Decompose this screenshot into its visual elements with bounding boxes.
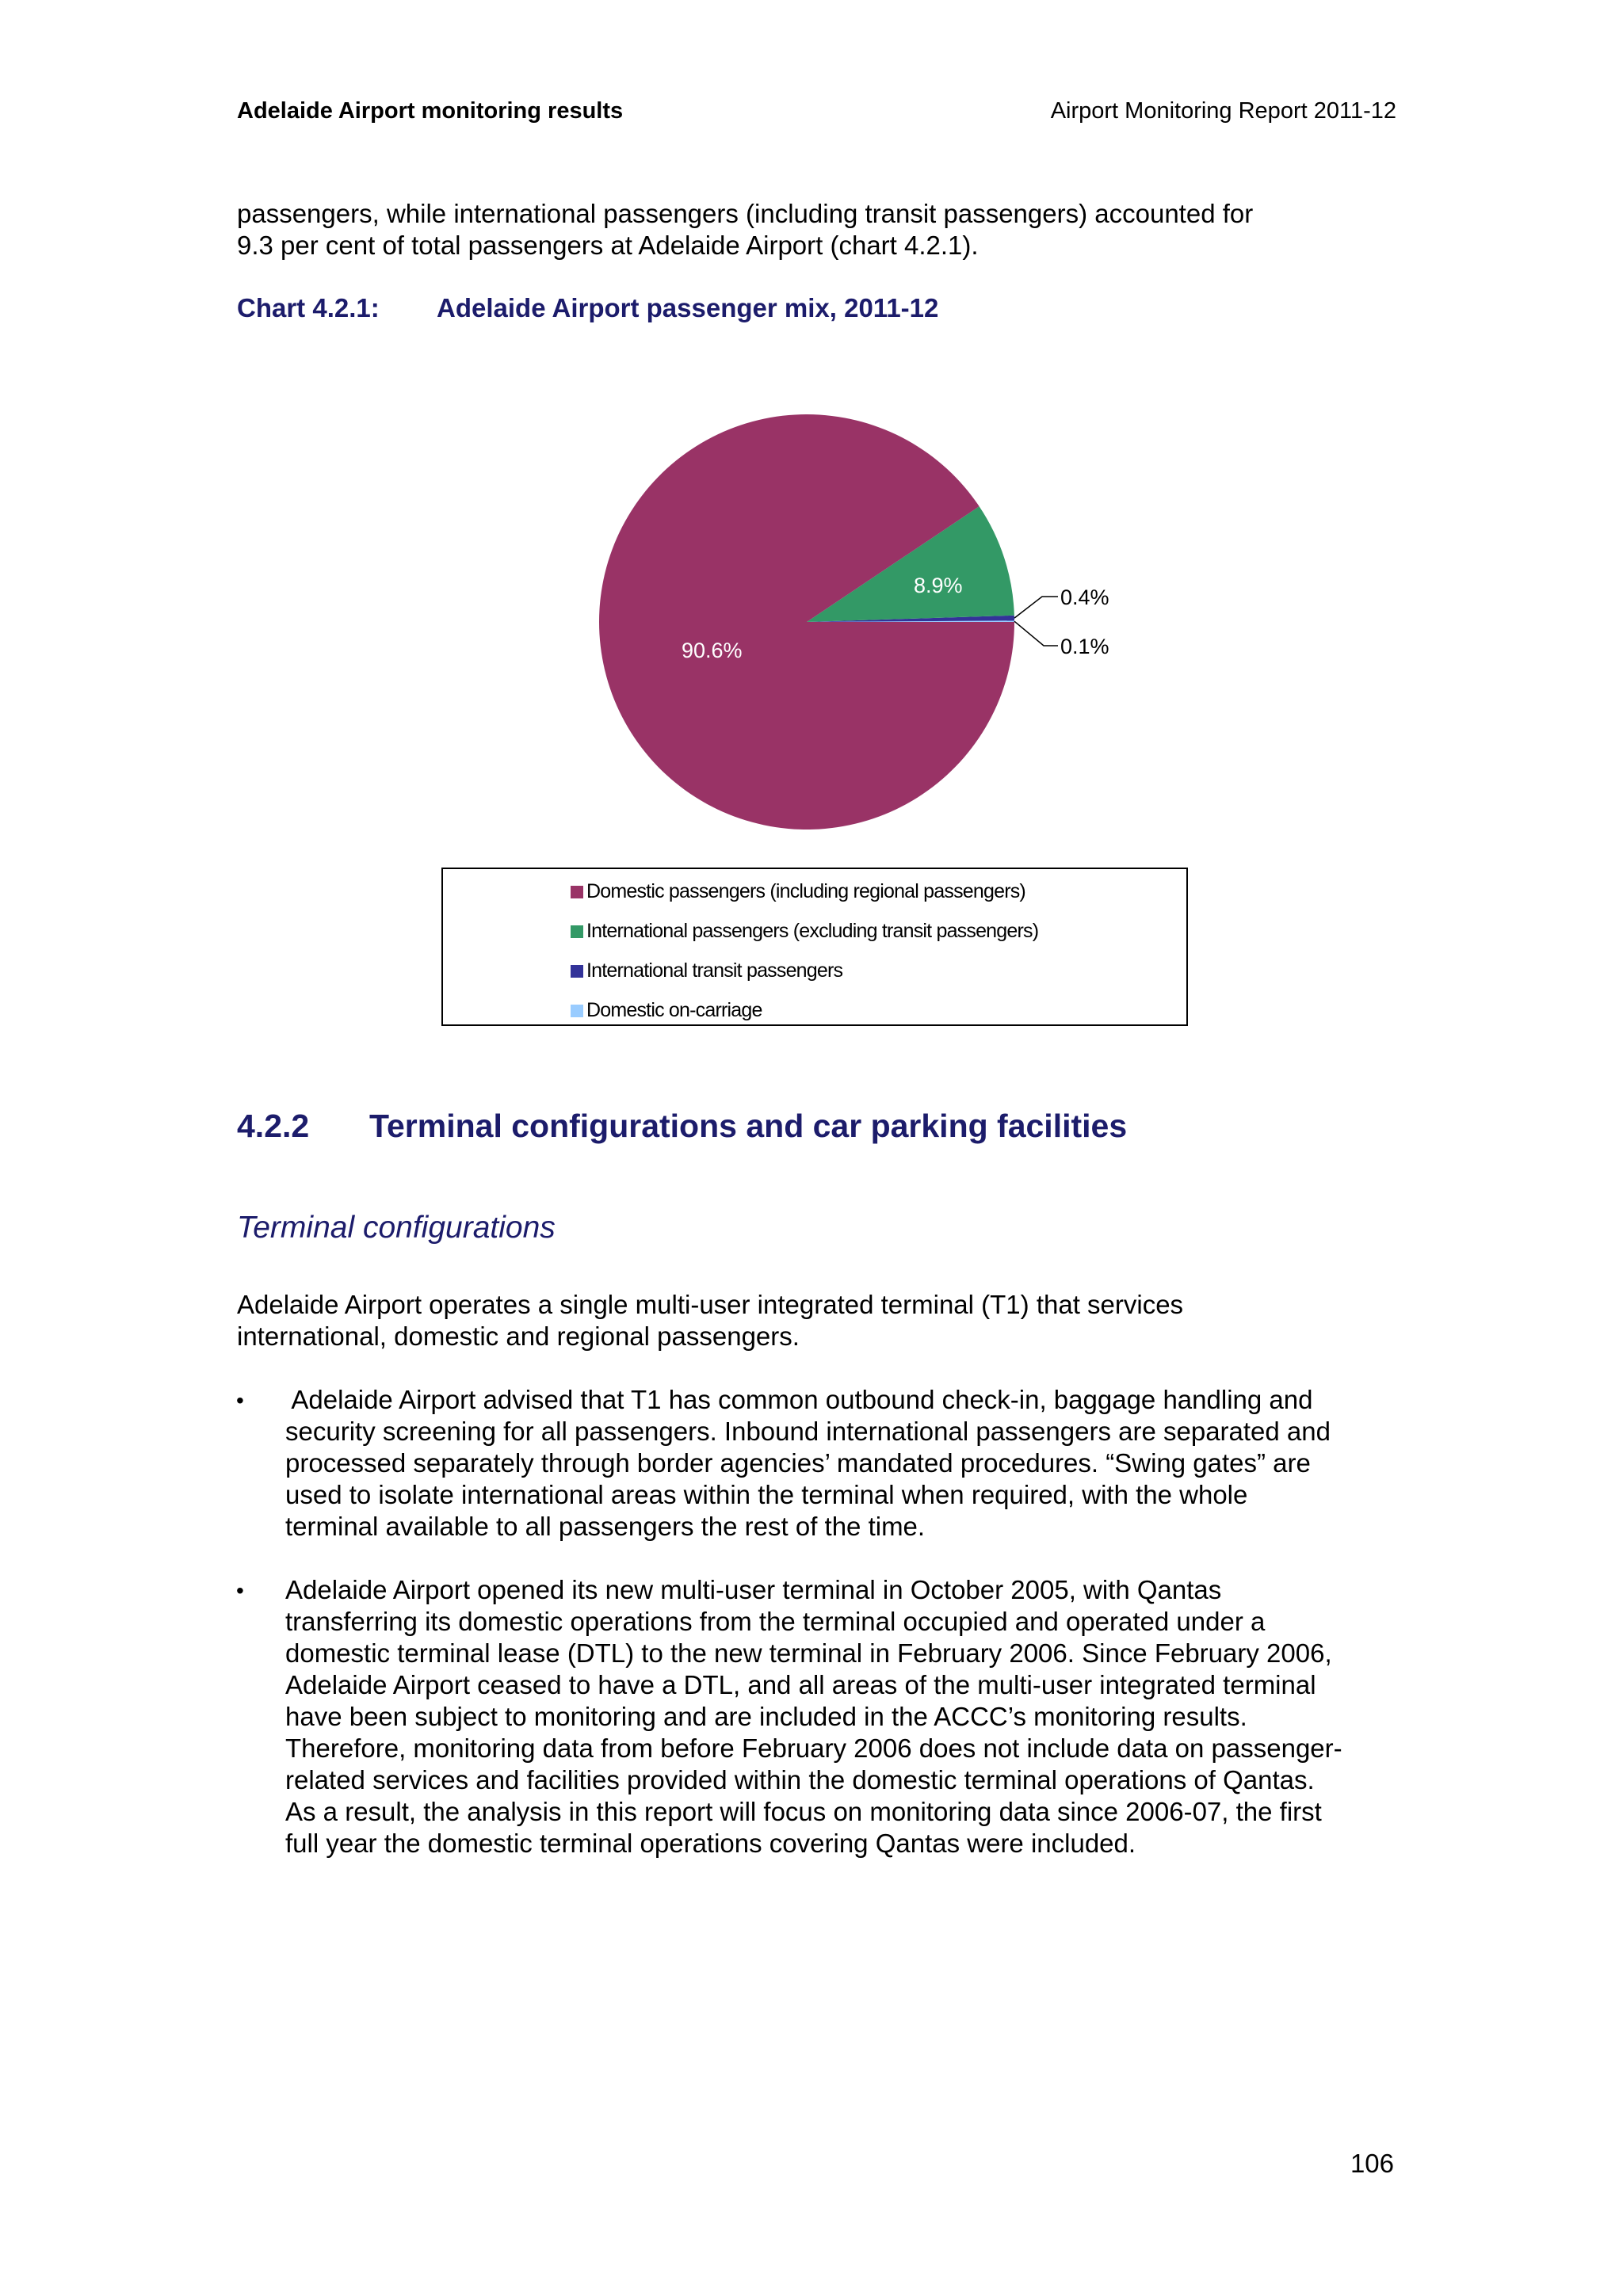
legend-label: Domestic on-carriage [586, 999, 762, 1021]
bullet-line: full year the domestic terminal operations covering Qantas were included. [285, 1829, 1136, 1858]
leader-line-international-transit [1014, 597, 1058, 618]
running-header-left: Adelaide Airport monitoring results [237, 98, 624, 124]
section-title: Terminal configurations and car parking facilities [369, 1108, 1128, 1144]
body-line: Adelaide Airport operates a single multi-user integrated terminal (T1) that services [237, 1290, 1184, 1319]
legend-item-international-transit [571, 959, 842, 982]
bullet-line: Adelaide Airport ceased to have a DTL, and all areas of the multi-user integrated terminal [285, 1670, 1316, 1699]
pie-chart [555, 380, 1125, 856]
pie-label-domestic: 90.6% [682, 639, 743, 662]
pie-slices [599, 414, 1014, 830]
legend-item-domestic [571, 880, 1025, 903]
intro-line: passengers, while international passengers (including transit passengers) accounted for [237, 199, 1254, 228]
pie-label-domestic-on-carriage: 0.1% [1060, 635, 1109, 658]
bullet-line: domestic terminal lease (DTL) to the new terminal in February 2006. Since February 2006, [285, 1638, 1332, 1668]
pie-label-international: 8.9% [914, 574, 963, 597]
legend-item-international [571, 920, 1038, 943]
legend-swatch [571, 965, 583, 978]
legend-label: Domestic passengers (including regional passengers) [586, 880, 1025, 902]
subsection-heading: Terminal configurations [237, 1211, 556, 1245]
bullet-line: As a result, the analysis in this report will focus on monitoring data since 2006-07, the first [285, 1797, 1322, 1826]
pie-leader-lines [1014, 597, 1058, 646]
running-header-right: Airport Monitoring Report 2011-12 [1050, 98, 1396, 124]
legend-label: International transit passengers [586, 959, 843, 982]
bullet-item [285, 1574, 1342, 1859]
bullet-marker: • [236, 1578, 244, 1603]
legend-swatch [571, 1005, 583, 1017]
bullet-line: used to isolate international areas within the terminal when required, with the whole [285, 1480, 1248, 1509]
page-number: 106 [1350, 2149, 1394, 2178]
chart-legend [441, 868, 1188, 1026]
chart-title: Adelaide Airport passenger mix, 2011-12 [437, 293, 939, 322]
bullet-line: Adelaide Airport advised that T1 has common outbound check-in, baggage handling and [285, 1385, 1313, 1414]
bullet-line: processed separately through border agencies’ mandated procedures. “Swing gates” are [285, 1448, 1311, 1478]
leader-line-domestic-on-carriage [1014, 621, 1058, 646]
chart-number: Chart 4.2.1: [237, 293, 380, 322]
body-line: international, domestic and regional passengers. [237, 1322, 800, 1351]
bullet-line: Adelaide Airport opened its new multi-user terminal in October 2005, with Qantas [285, 1575, 1222, 1604]
bullet-line: terminal available to all passengers the rest of the time. [285, 1512, 926, 1541]
chart-caption [237, 293, 938, 323]
bullet-line: related services and facilities provided within the domestic terminal operations of Qantas. [285, 1765, 1315, 1794]
section-heading [237, 1108, 1127, 1145]
bullet-line: Therefore, monitoring data from before February 2006 does not include data on passenger- [285, 1733, 1342, 1763]
bullet-line: security screening for all passengers. Inbound international passengers are separated and [285, 1417, 1331, 1446]
legend-label: International passengers (excluding transit passengers) [586, 920, 1039, 942]
body-paragraph [237, 1289, 1183, 1352]
legend-item-domestic-on-carriage [571, 999, 762, 1022]
legend-swatch [571, 886, 583, 898]
bullet-line: transferring its domestic operations from the terminal occupied and operated under a [285, 1607, 1266, 1636]
intro-line: 9.3 per cent of total passengers at Adelaide Airport (chart 4.2.1). [237, 231, 979, 260]
bullet-item [285, 1384, 1331, 1543]
pie-label-international-transit: 0.4% [1060, 585, 1109, 609]
bullet-line: have been subject to monitoring and are included in the ACCC’s monitoring results. [285, 1702, 1247, 1731]
intro-paragraph [237, 198, 1253, 261]
legend-swatch [571, 925, 583, 938]
bullet-marker: • [236, 1388, 244, 1413]
section-number: 4.2.2 [237, 1108, 310, 1144]
